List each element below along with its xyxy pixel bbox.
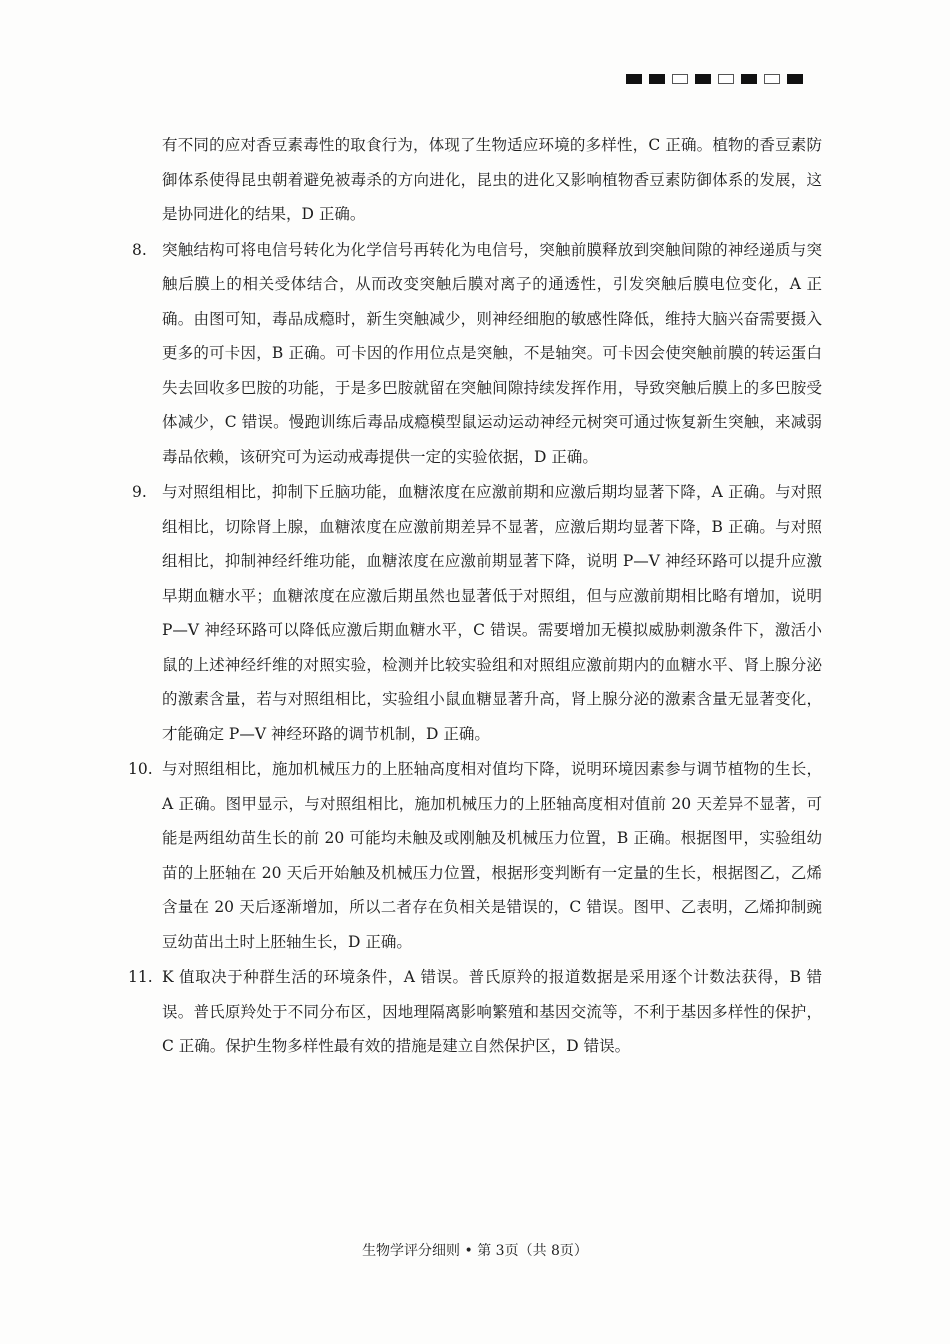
- item-text: 与对照组相比，抑制下丘脑功能，血糖浓度在应激前期和应激后期均显著下降，A 正确。与对照组相比，切除肾上腺，血糖浓度在应激前期差异不显著，应激后期均显著下降，B 正确。与对照组相比，抑制神经纤维功能，血糖浓度在应激前期显著下降，说明 P—V 神经环路可以提升应激早期血糖水平；血糖浓度在应激后期虽然也显著低于对照组，但与应激前期相比略有增加，说明 P—V 神经环路可以降低应激后期血糖水平，C 错误。需要增加无模拟威胁刺激条件下，激活小鼠的上述神经纤维的对照实验，检测并比较实验组和对照组应激前期内的血糖水平、肾上腺分泌的激素含量，若与对照组相比，实验组小鼠血糖显著升高，肾上腺分泌的激素含量无显著变化，才能确定 P—V 神经环路的调节机制，D 正确。: [162, 483, 822, 743]
- marker-filled: [649, 74, 665, 84]
- marker-filled: [695, 74, 711, 84]
- answer-item-9: [132, 475, 822, 751]
- item-number: 8.: [132, 240, 147, 259]
- item-text: K 值取决于种群生活的环境条件，A 错误。普氏原羚的报道数据是采用逐个计数法获得，B 错误。普氏原羚处于不同分布区，因地理隔离影响繁殖和基因交流等，不利于基因多样性的保护，C 正确。保护生物多样性最有效的措施是建立自然保护区，D 错误。: [162, 968, 822, 1055]
- answer-item-8: [132, 233, 822, 475]
- marker-empty: [764, 74, 780, 84]
- marker-filled: [787, 74, 803, 84]
- marker-empty: [718, 74, 734, 84]
- marker-empty: [672, 74, 688, 84]
- marker-filled: [741, 74, 757, 84]
- header-marker-strip: [626, 74, 803, 84]
- marker-filled: [626, 74, 642, 84]
- page-footer: 生物学评分细则 • 第 3页（共 8页）: [362, 1243, 588, 1259]
- answer-key-content: [128, 128, 822, 1065]
- item-number: 10.: [128, 760, 153, 778]
- answer-item-10: [128, 752, 822, 959]
- answer-item-11: [128, 960, 822, 1064]
- continued-paragraph: 有不同的应对香豆素毒性的取食行为，体现了生物适应环境的多样性，C 正确。植物的香豆素防御体系使得昆虫朝着避免被毒杀的方向进化，昆虫的进化又影响植物香豆素防御体系的发展，这是协同进化的结果，D 正确。: [162, 136, 822, 223]
- item-number: 9.: [132, 483, 147, 501]
- item-text: 突触结构可将电信号转化为化学信号再转化为电信号，突触前膜释放到突触间隙的神经递质与突触后膜上的相关受体结合，从而改变突触后膜对离子的通透性，引发突触后膜电位变化，A 正确。由图可知，毒品成瘾时，新生突触减少，则神经细胞的敏感性降低，维持大脑兴奋需要摄入更多的可卡因，B 正确。可卡因的作用位点是突触，不是轴突。可卡因会使突触前膜的转运蛋白失去回收多巴胺的功能，于是多巴胺就留在突触间隙持续发挥作用，导致突触后膜上的多巴胺受体减少，C 错误。慢跑训练后毒品成瘾模型鼠运动运动神经元树突可通过恢复新生突触，来减弱毒品依赖，该研究可为运动戒毒提供一定的实验依据，D 正确。: [162, 240, 822, 466]
- item-number: 11.: [128, 968, 153, 986]
- item-text: 与对照组相比，施加机械压力的上胚轴高度相对值均下降，说明环境因素参与调节植物的生长，A 正确。图甲显示，与对照组相比，施加机械压力的上胚轴高度相对值前 20 天差异不显著，可能是两组幼苗生长的前 20 可能均未触及或刚触及机械压力位置，B 正确。根据图甲，实验组幼苗的上胚轴在 20 天后开始触及机械压力位置，根据形变判断有一定量的生长，根据图乙，乙烯含量在 20 天后逐渐增加，所以二者存在负相关是错误的，C 错误。图甲、乙表明，乙烯抑制豌豆幼苗出土时上胚轴生长，D 正确。: [162, 760, 822, 951]
